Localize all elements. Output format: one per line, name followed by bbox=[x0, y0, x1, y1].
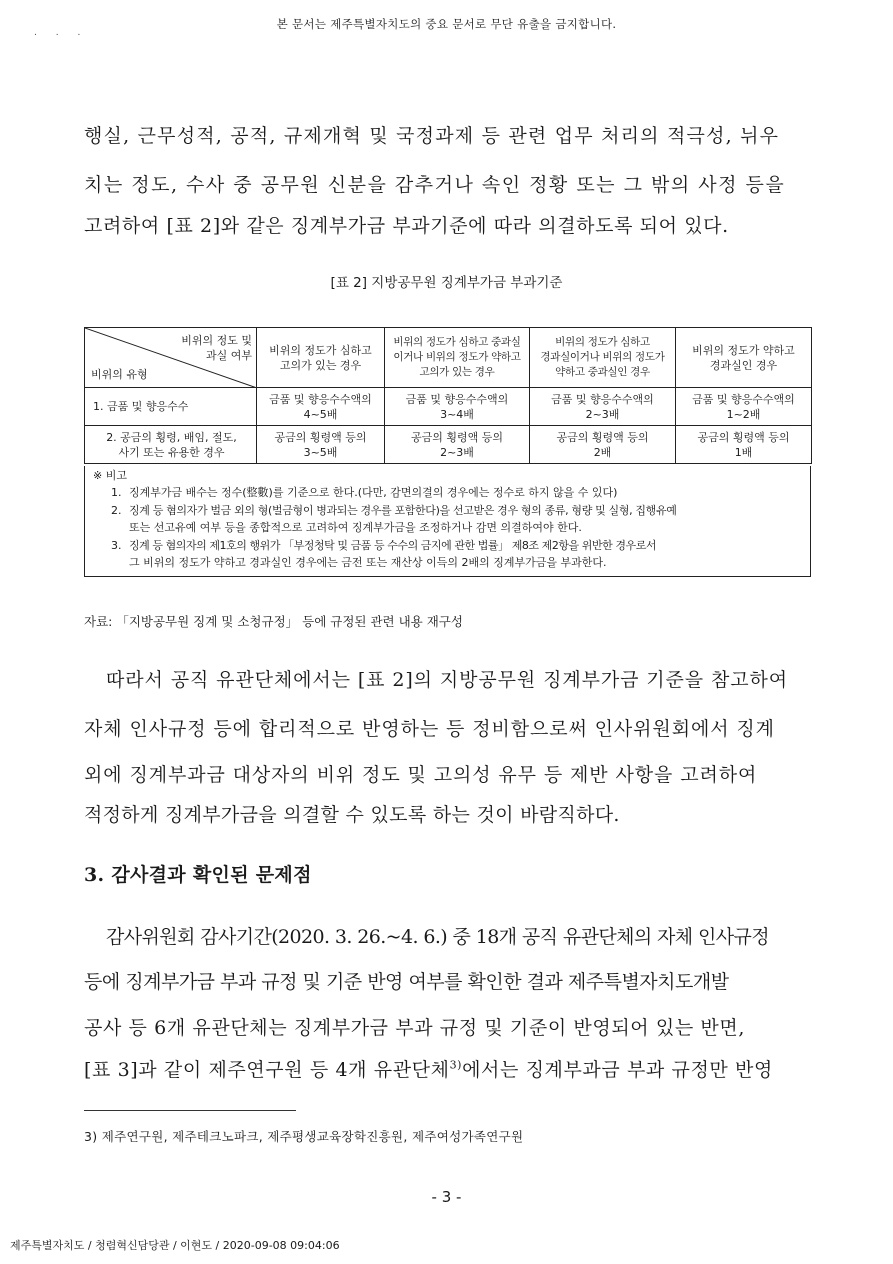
paragraph-1-line: 행실, 근무성적, 공적, 규제개혁 및 국정과제 등 관련 업무 처리의 적극성, 뉘우 bbox=[84, 125, 780, 147]
column-header bbox=[257, 328, 385, 388]
column-header-line: 비위의 정도가 심하고 중과실 bbox=[393, 336, 521, 348]
cell-line: 1~2배 bbox=[726, 407, 761, 421]
header-notice: 본 문서는 제주특별자치도의 중요 문서로 무단 유출을 금지합니다. bbox=[276, 17, 617, 31]
cell-line: 공금의 횡령액 등의 bbox=[556, 430, 649, 444]
paragraph-1-line: 고려하여 [표 2]와 같은 징계부가금 부과기준에 따라 의결하도록 되어 있다. bbox=[84, 215, 729, 237]
paragraph-2-line: 외에 징계부과금 대상자의 비위 정도 및 고의성 유무 등 제반 사항을 고려하여 bbox=[84, 764, 758, 786]
table-cell bbox=[385, 426, 530, 464]
note-number: 3. bbox=[111, 539, 122, 552]
paragraph-3-text: 에서는 징계부과금 부과 규정만 반영 bbox=[462, 1059, 773, 1081]
cell-line: 공금의 횡령액 등의 bbox=[274, 430, 367, 444]
table-source: 자료: 「지방공무원 징계 및 소청규정」 등에 규정된 관련 내용 재구성 bbox=[84, 614, 463, 629]
table-row bbox=[85, 388, 812, 426]
row-type-line: 사기 또는 유용한 경우 bbox=[118, 445, 225, 459]
note-line: 징계부가금 배수는 정수(整數)를 기준으로 한다.(다만, 감면의결의 경우에는 정수로 하지 않을 수 있다) bbox=[129, 486, 618, 499]
footnote-reference[interactable]: 3) bbox=[449, 1058, 463, 1072]
column-header bbox=[530, 328, 676, 388]
table-cell bbox=[676, 426, 812, 464]
note-line: 징계 등 혐의자가 벌금 외의 형(벌금형이 병과되는 경우를 포함한다)을 선고받은 경우 형의 종류, 형량 및 실형, 집행유예 bbox=[129, 504, 677, 517]
page-number: - 3 - bbox=[431, 1188, 462, 1206]
column-header-line: 고의가 있는 경우 bbox=[279, 358, 362, 372]
table-cell bbox=[257, 388, 385, 426]
note-line: 그 비위의 정도가 약하고 경과실인 경우에는 금전 또는 재산상 이득의 2배의 징계부가금을 부과한다. bbox=[129, 556, 607, 569]
cell-line: 1배 bbox=[734, 445, 753, 459]
cell-line: 3~4배 bbox=[440, 407, 474, 421]
section-heading: 3. 감사결과 확인된 문제점 bbox=[84, 864, 312, 886]
corner-top-label bbox=[181, 333, 252, 363]
column-header bbox=[385, 328, 530, 388]
column-header-line: 비위의 정도가 심하고 bbox=[269, 343, 372, 357]
note-number: 2. bbox=[111, 504, 122, 517]
paragraph-2-line: 적정하게 징계부가금을 의결할 수 있도록 하는 것이 바람직하다. bbox=[84, 804, 620, 826]
footnote-divider bbox=[84, 1110, 296, 1111]
table-title: [표 2] 지방공무원 징계부가금 부과기준 bbox=[330, 275, 563, 291]
table-corner-header bbox=[85, 328, 257, 388]
paragraph-3-text: [표 3]과 같이 제주연구원 등 4개 유관단체 bbox=[84, 1059, 450, 1081]
penalty-criteria-table bbox=[84, 327, 812, 464]
table-cell bbox=[385, 388, 530, 426]
table-header-row bbox=[85, 328, 812, 388]
cell-line: 4~5배 bbox=[303, 407, 338, 421]
column-header-line: 경과실인 경우 bbox=[709, 358, 778, 372]
column-header bbox=[676, 328, 812, 388]
column-header-line: 경과실이거나 비위의 정도가 bbox=[540, 351, 665, 363]
notes-heading: ※ 비고 bbox=[93, 469, 127, 482]
paragraph-2-line: 자체 인사규정 등에 합리적으로 반영하는 등 정비함으로써 인사위원회에서 징계 bbox=[84, 718, 775, 740]
table-cell bbox=[530, 426, 676, 464]
cell-line: 금품 및 향응수수액의 bbox=[269, 392, 372, 406]
cell-line: 2~3배 bbox=[585, 407, 620, 421]
note-line: 또는 선고유예 여부 등을 종합적으로 고려하여 징계부가금을 조정하거나 감면 의결하여야 한다. bbox=[129, 521, 582, 534]
paragraph-3-line: 등에 징계부가금 부과 규정 및 기준 반영 여부를 확인한 결과 제주특별자치도개발 bbox=[84, 971, 729, 993]
footnote: 3) 제주연구원, 제주테크노파크, 제주평생교육장학진흥원, 제주여성가족연구원 bbox=[84, 1129, 524, 1144]
corner-top-line: 과실 여부 bbox=[205, 349, 252, 362]
cell-line: 공금의 횡령액 등의 bbox=[410, 430, 503, 444]
cell-line: 공금의 횡령액 등의 bbox=[697, 430, 790, 444]
note-line: 징계 등 혐의자의 제1호의 행위가 「부정청탁 및 금품 등 수수의 금지에 관한 법률」 제8조 제2항을 위반한 경우로서 bbox=[129, 539, 657, 552]
scan-specks: . . . bbox=[34, 28, 89, 38]
row-type-label: 1. 금품 및 향응수수 bbox=[85, 388, 257, 426]
table-cell bbox=[676, 388, 812, 426]
cell-line: 2~3배 bbox=[440, 445, 474, 459]
paragraph-2-line: 따라서 공직 유관단체에서는 [표 2]의 지방공무원 징계부가금 기준을 참고하여 bbox=[106, 669, 789, 691]
column-header-line: 약하고 중과실인 경우 bbox=[555, 366, 650, 378]
cell-line: 3~5배 bbox=[303, 445, 338, 459]
column-header-line: 비위의 정도가 약하고 bbox=[692, 343, 795, 357]
paragraph-3-line bbox=[84, 1055, 773, 1082]
corner-top-line: 비위의 정도 및 bbox=[181, 334, 252, 347]
column-header-line: 이거나 비위의 정도가 약하고 bbox=[393, 351, 521, 363]
footer-stamp: 제주특별자치도 / 청렴혁신담당관 / 이현도 / 2020-09-08 09:04:06 bbox=[10, 1239, 340, 1252]
paragraph-3-line: 감사위원회 감사기간(2020. 3. 26.~4. 6.) 중 18개 공직 유관단체의 자체 인사규정 bbox=[106, 926, 770, 948]
table-row bbox=[85, 426, 812, 464]
cell-line: 금품 및 향응수수액의 bbox=[405, 392, 509, 406]
paragraph-1-line: 치는 정도, 수사 중 공무원 신분을 감추거나 속인 정황 또는 그 밖의 사정 등을 bbox=[84, 174, 786, 196]
column-header-line: 비위의 정도가 심하고 bbox=[555, 336, 650, 348]
cell-line: 금품 및 향응수수액의 bbox=[551, 392, 654, 406]
table-cell bbox=[530, 388, 676, 426]
row-type-label bbox=[85, 426, 257, 464]
column-header-line: 고의가 있는 경우 bbox=[419, 366, 495, 378]
corner-bottom-label: 비위의 유형 bbox=[91, 368, 148, 381]
cell-line: 금품 및 향응수수액의 bbox=[692, 392, 795, 406]
paragraph-3-line: 공사 등 6개 유관단체는 징계부가금 부과 규정 및 기준이 반영되어 있는 반면, bbox=[84, 1017, 745, 1039]
cell-line: 2배 bbox=[593, 445, 612, 459]
row-type-line: 2. 공금의 횡령, 배임, 절도, bbox=[106, 430, 237, 444]
table-cell bbox=[257, 426, 385, 464]
note-number: 1. bbox=[111, 486, 122, 499]
table-notes bbox=[84, 466, 811, 577]
